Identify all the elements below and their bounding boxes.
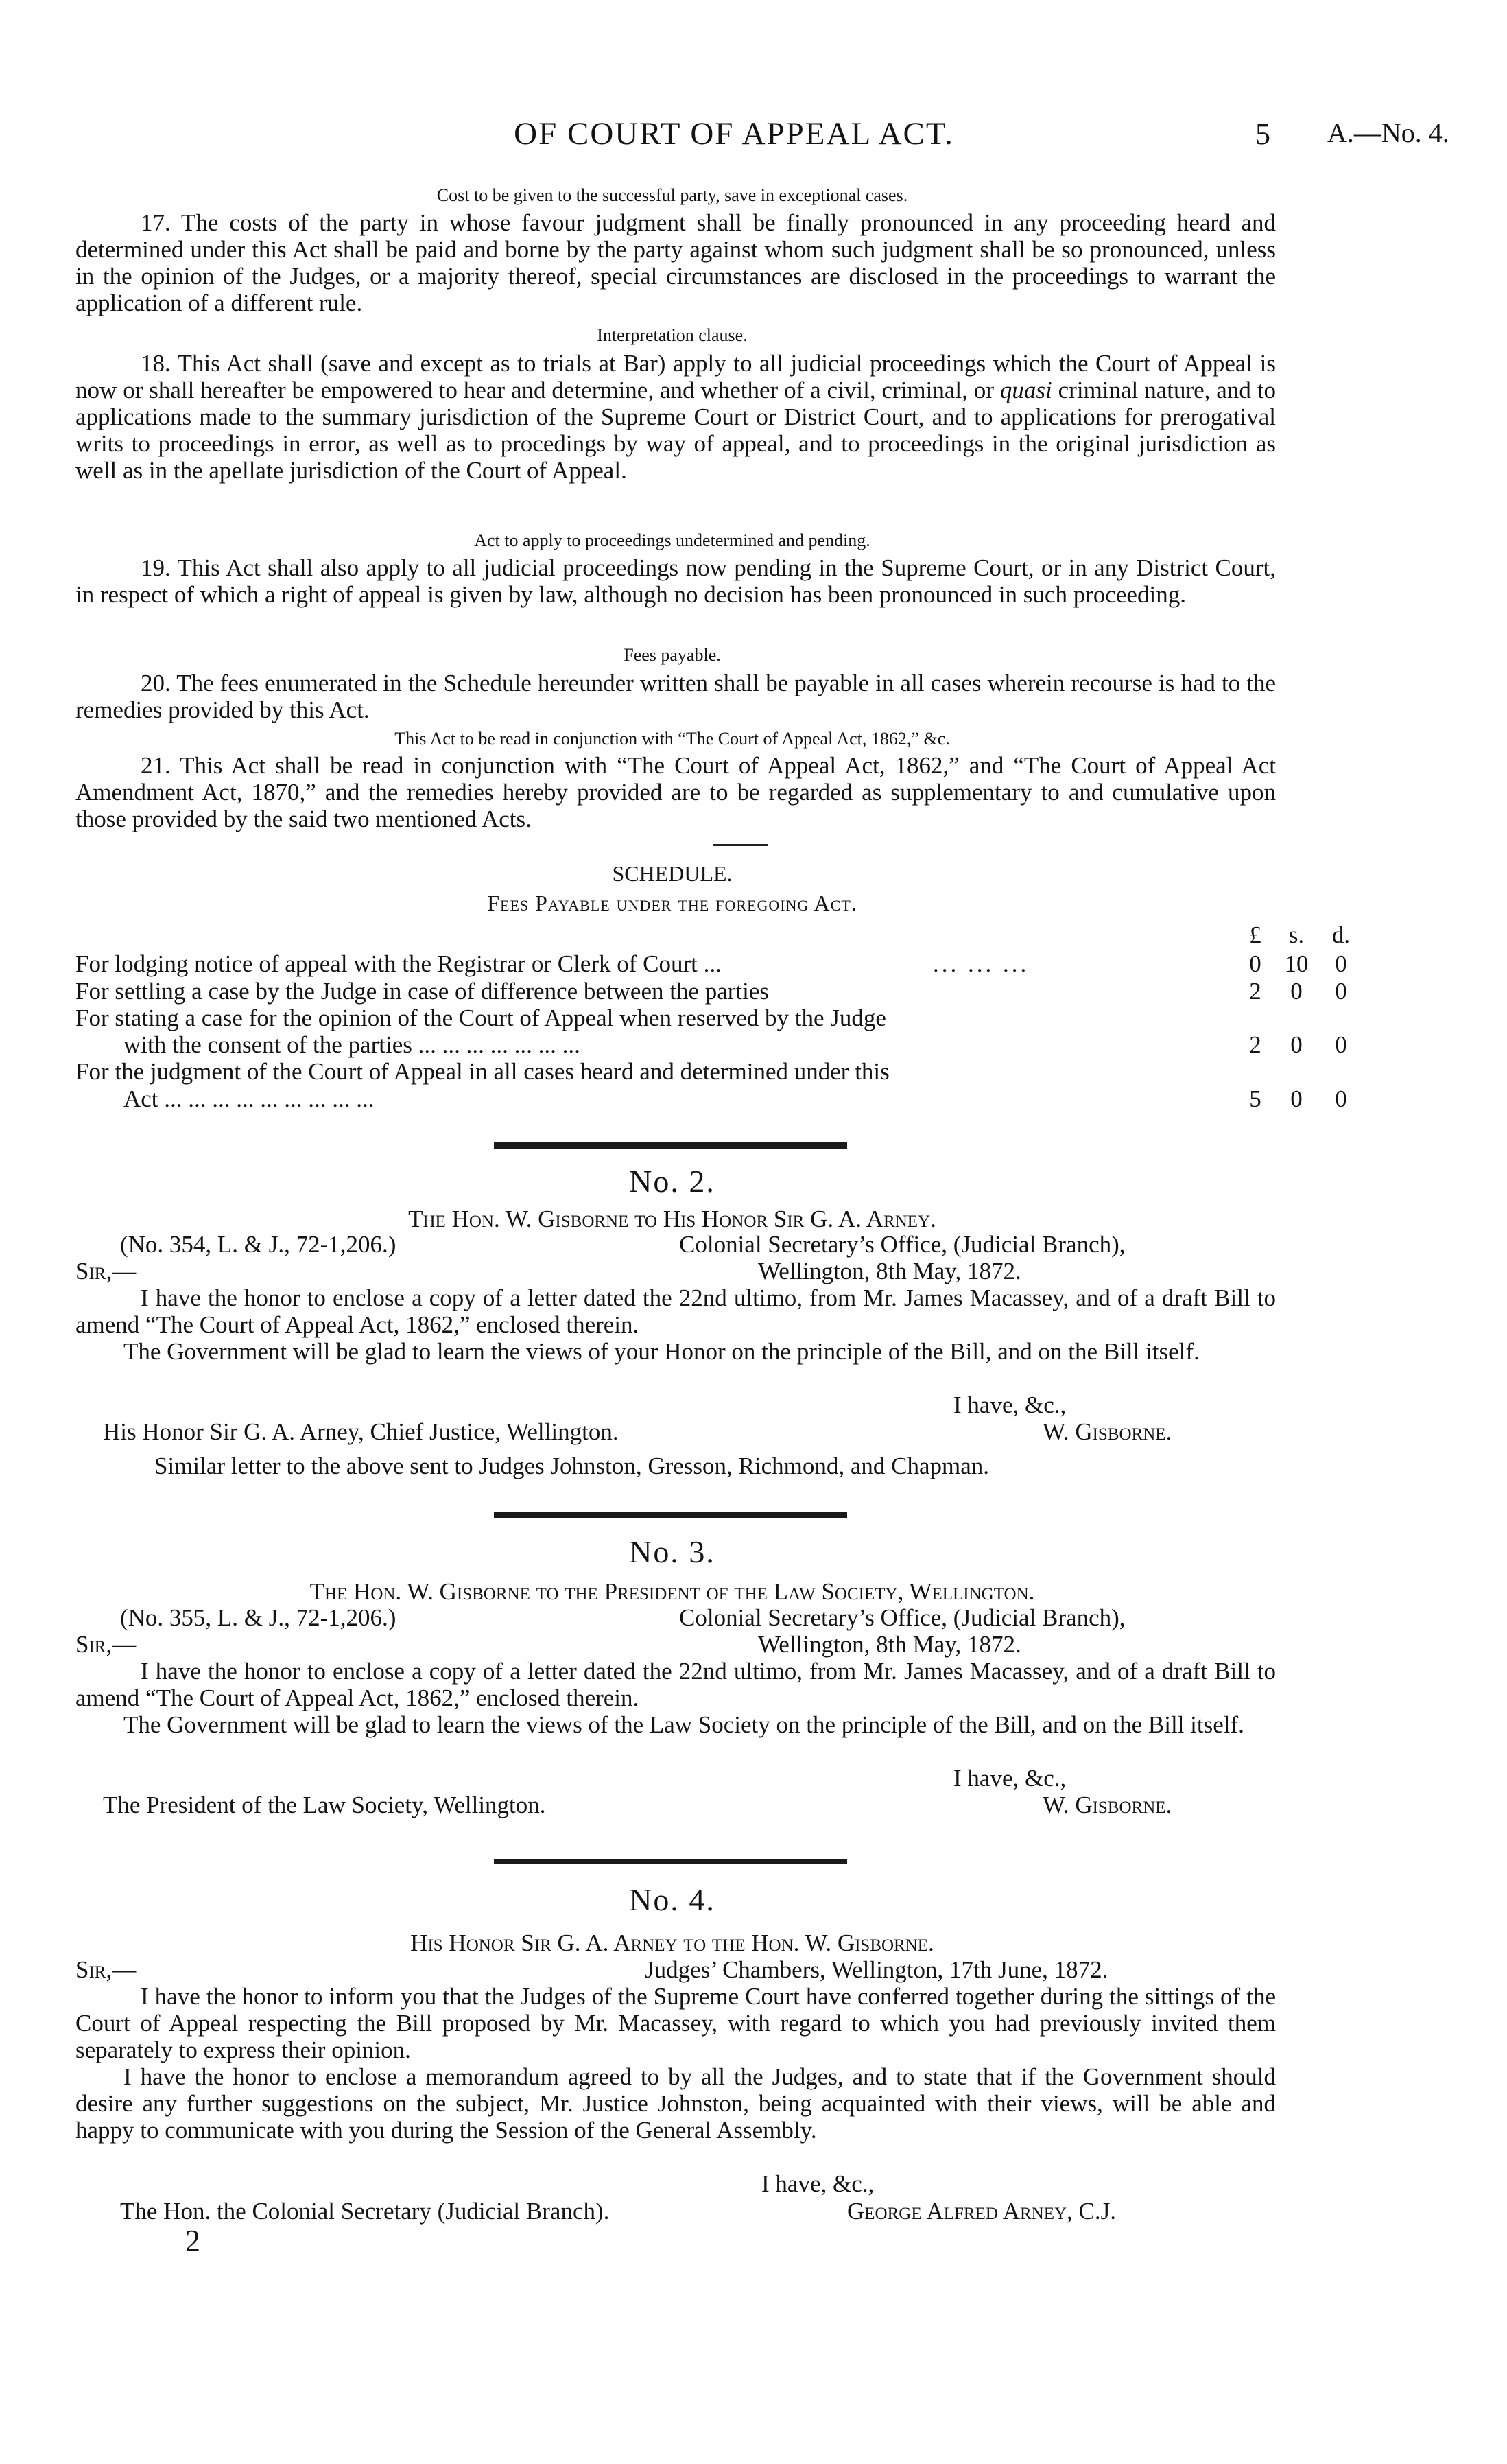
letter-office: Colonial Secretary’s Office, (Judicial Branch), bbox=[679, 1231, 1126, 1258]
letter-note: Similar letter to the above sent to Judges Johnston, Gresson, Richmond, and Chapman. bbox=[154, 1453, 990, 1479]
letter-addressee: The President of the Law Society, Wellington. bbox=[103, 1792, 546, 1818]
salutation: Sir,— bbox=[75, 1258, 137, 1284]
fee-pounds: 2 bbox=[1249, 1031, 1261, 1058]
fee-shillings: 0 bbox=[1290, 1086, 1303, 1112]
letter-heading: The Hon. W. Gisborne to the President of the Law Society, Wellington. bbox=[309, 1578, 1035, 1605]
fee-pence: 0 bbox=[1335, 1031, 1347, 1058]
running-title: OF COURT OF APPEAL ACT. bbox=[514, 116, 954, 152]
section-17: 17. The costs of the party in whose favour judgment shall be finally pronounced in any proceeding heard and determined under this Act shall be paid and borne by the party against whom such judgment shall be so pronounced, unless in the opinion of the Judges, or a majority thereof, special circumstances are disclosed in the proceedings to warrant the application of a different rule. bbox=[75, 209, 1276, 316]
letter-date: Wellington, 8th May, 1872. bbox=[758, 1631, 1021, 1658]
fee-pence: 0 bbox=[1335, 950, 1347, 977]
fee-pence: 0 bbox=[1335, 1086, 1347, 1112]
schedule-subtitle: Fees Payable under the foregoing Act. bbox=[487, 891, 857, 915]
fee-pounds: 2 bbox=[1249, 978, 1261, 1005]
fee-description: For the judgment of the Court of Appeal in all cases heard and determined under this bbox=[75, 1058, 890, 1085]
fee-description: with the consent of the parties ... ... ... ... ... ... ... bbox=[123, 1031, 580, 1058]
pounds-header: £ bbox=[1249, 922, 1261, 948]
fee-description: For stating a case for the opinion of the Court of Appeal when reserved by the Judge bbox=[75, 1005, 886, 1031]
fee-description: For settling a case by the Judge in case of difference between the parties bbox=[75, 978, 770, 1005]
letter-closing: I have, &c., bbox=[953, 1765, 1067, 1792]
section-18: 18. This Act shall (save and except as to trials at Bar) apply to all judicial proceedings which the Court of Appeal is now or shall hereafter be empowered to hear and determine, and whether of a civil, criminal, or quasi criminal nature, and to applications made to the summary jurisdiction of the Supreme Court or District Court, and to applications for prerogatival writs to proceedings in error, as well as to procedings by way of appeal, and to proceedings in the original jurisdiction as well as in the apellate jurisdiction of the Court of Appeal. bbox=[75, 350, 1276, 484]
letter-closing: I have, &c., bbox=[953, 1392, 1067, 1418]
letter-signature: George Alfred Arney, C.J. bbox=[847, 2198, 1116, 2225]
section-19: 19. This Act shall also apply to all judicial proceedings now pending in the Supreme Court, or in any District Court, in respect of which a right of appeal is given by law, although no decision has been pronounced in such proceeding. bbox=[75, 554, 1276, 608]
section-rule bbox=[494, 1859, 847, 1864]
letter-number: No. 4. bbox=[629, 1882, 715, 1917]
letter-closing: I have, &c., bbox=[761, 2170, 875, 2197]
fee-description: For lodging notice of appeal with the Registrar or Clerk of Court ... bbox=[75, 950, 722, 977]
fee-pence: 0 bbox=[1335, 978, 1347, 1005]
fee-pounds: 0 bbox=[1249, 950, 1261, 977]
letter-signature: W. Gisborne. bbox=[1043, 1792, 1172, 1818]
page-number: 5 bbox=[1255, 117, 1270, 151]
letter-date: Judges’ Chambers, Wellington, 17th June, 1872. bbox=[645, 1956, 1108, 1983]
salutation: Sir,— bbox=[75, 1631, 137, 1658]
margin-note-21: This Act to be read in conjunction with “The Court of Appeal Act, 1862,” &c. bbox=[394, 729, 950, 749]
letter-number: No. 2. bbox=[629, 1164, 715, 1199]
letter-ref: (No. 355, L. & J., 72-1,206.) bbox=[120, 1604, 396, 1631]
letter-body: I have the honor to enclose a copy of a letter dated the 22nd ultimo, from Mr. James Macassey, and of a draft Bill to amend “The Court of Appeal Act, 1862,” enclosed therein. The Government will be glad to learn the views of the Law Society on the principle of the Bill, and on the Bill itself. bbox=[75, 1658, 1276, 1738]
section-21: 21. This Act shall be read in conjunction with “The Court of Appeal Act, 1862,” and “The Court of Appeal Act Amendment Act, 1870,” and the remedies hereby provided are to be regarded as supplementary to and cumulative upon those provided by the said two mentioned Acts. bbox=[75, 752, 1276, 832]
section-20: 20. The fees enumerated in the Schedule hereunder written shall be payable in all cases wherein recourse is had to the remedies provided by this Act. bbox=[75, 670, 1276, 723]
divider bbox=[713, 844, 768, 846]
letter-body: I have the honor to enclose a copy of a letter dated the 22nd ultimo, from Mr. James Macassey, and of a draft Bill to amend “The Court of Appeal Act, 1862,” enclosed therein. The Government will be glad to learn the views of your Honor on the principle of the Bill, and on the Bill itself. bbox=[75, 1284, 1276, 1365]
letter-office: Colonial Secretary’s Office, (Judicial Branch), bbox=[679, 1604, 1126, 1631]
fee-shillings: 10 bbox=[1284, 950, 1309, 977]
parliamentary-reference: A.—No. 4. bbox=[1327, 117, 1449, 148]
fee-shillings: 0 bbox=[1290, 1031, 1303, 1058]
section-rule bbox=[494, 1142, 847, 1149]
letter-addressee: The Hon. the Colonial Secretary (Judicial Branch). bbox=[120, 2198, 610, 2225]
letter-heading: The Hon. W. Gisborne to His Honor Sir G. A. Arney. bbox=[408, 1206, 936, 1232]
letter-heading: His Honor Sir G. A. Arney to the Hon. W. Gisborne. bbox=[410, 1929, 934, 1956]
signature-mark: 2 bbox=[185, 2224, 200, 2257]
fee-shillings: 0 bbox=[1290, 978, 1303, 1005]
letter-ref: (No. 354, L. & J., 72-1,206.) bbox=[120, 1231, 396, 1258]
letter-number: No. 3. bbox=[629, 1534, 715, 1569]
schedule-title: SCHEDULE. bbox=[612, 861, 733, 886]
fee-dots: ... ... ... bbox=[933, 950, 1030, 977]
margin-note-19: Act to apply to proceedings undetermined and pending. bbox=[474, 530, 870, 550]
letter-date: Wellington, 8th May, 1872. bbox=[758, 1258, 1021, 1284]
salutation: Sir,— bbox=[75, 1956, 137, 1983]
pence-header: d. bbox=[1331, 922, 1351, 948]
fee-description: Act ... ... ... ... ... ... ... ... ... bbox=[123, 1086, 375, 1112]
letter-body: I have the honor to inform you that the Judges of the Supreme Court have conferred together during the sittings of the Court of Appeal respecting the Bill proposed by Mr. Macassey, with regard to which you had previously invited them separately to express their opinion. I have the honor to enclose a memorandum agreed to by all the Judges, and to state that if the Government should desire any further suggestions on the subject, Mr. Justice Johnston, being acquainted with their views, will be able and happy to communicate with you during the Session of the General Assembly. bbox=[75, 1983, 1276, 2144]
margin-note-20: Fees payable. bbox=[624, 645, 721, 665]
fee-pounds: 5 bbox=[1249, 1086, 1261, 1112]
letter-signature: W. Gisborne. bbox=[1043, 1418, 1172, 1445]
section-rule bbox=[494, 1512, 847, 1518]
letter-addressee: His Honor Sir G. A. Arney, Chief Justice, Wellington. bbox=[103, 1418, 619, 1445]
margin-note-18: Interpretation clause. bbox=[597, 325, 748, 345]
margin-note-17: Cost to be given to the successful party, save in exceptional cases. bbox=[436, 185, 908, 205]
shillings-header: s. bbox=[1288, 922, 1305, 948]
